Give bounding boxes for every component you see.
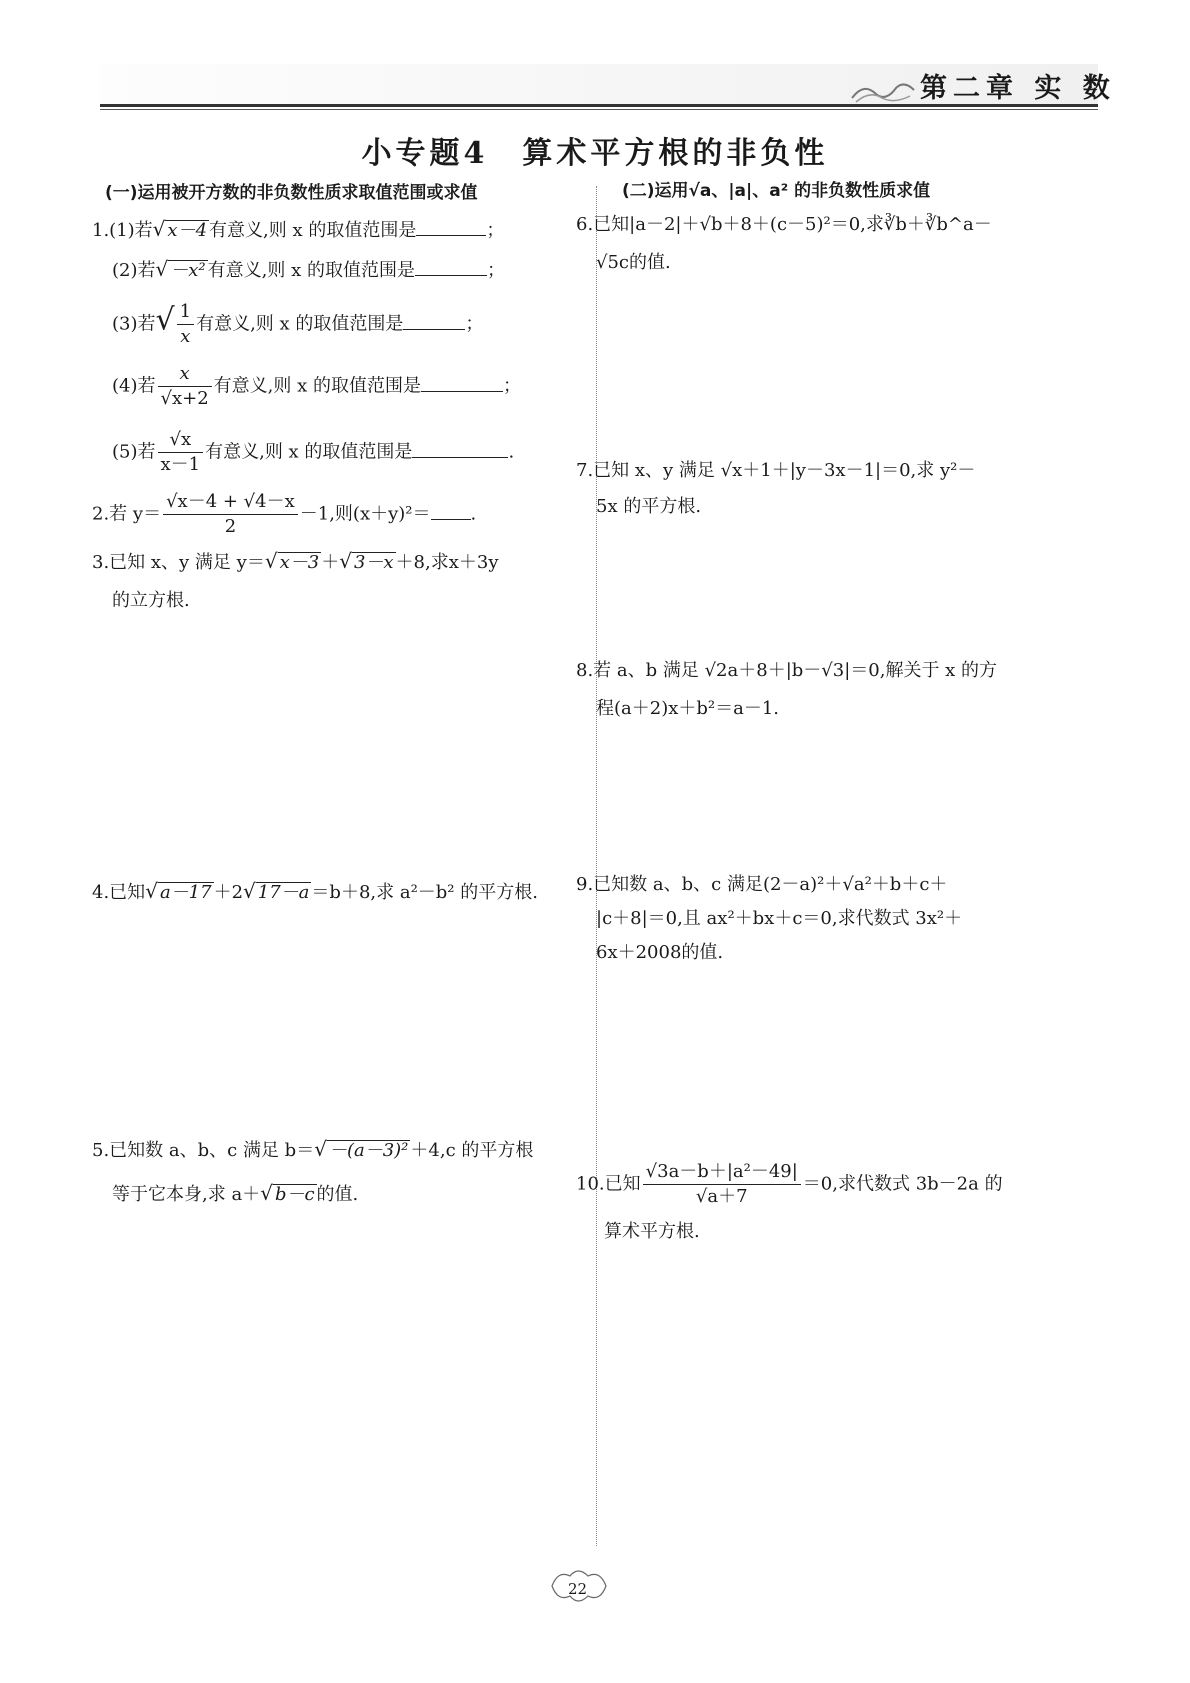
column-divider (596, 186, 597, 1546)
chapter-title: 第二章 实 数 (920, 73, 1116, 104)
answer-blank[interactable] (421, 373, 503, 392)
question-7: 7.已知 x、y 满足 √x＋1＋|y－3x－1|＝0,求 y²－ 5x 的平方根. (576, 460, 976, 517)
question-3: 3.已知 x、y 满足 y＝√ x－3 ＋√ 3－x ＋8,求x＋3y 的立方根. (92, 549, 499, 611)
header-rule (100, 104, 1098, 107)
answer-blank[interactable] (403, 311, 465, 330)
answer-blank[interactable] (431, 501, 471, 520)
question-9: 9.已知数 a、b、c 满足(2－a)²＋√a²＋b＋c＋ |c＋8|＝0,且 ax²＋bx＋c＝0,求代数式 3x²＋ 6x＋2008的值. (576, 874, 963, 963)
answer-blank[interactable] (415, 257, 487, 276)
page-number: 22 (568, 1580, 588, 1598)
header-rule-thin (100, 109, 1098, 110)
section-heading-1: (一)运用被开方数的非负数性质求取值范围或求值 (105, 183, 478, 203)
wave-decoration-icon (850, 78, 916, 104)
question-1-part-2: (2)若√ －x² 有意义,则 x 的取值范围是 ； (112, 257, 505, 281)
question-1-part-5: (5)若 $\frac{√x}{x-1}$ 有意义,则 x 的取值范围是 . (112, 429, 515, 475)
question-10: 10.已知 $\frac{\text{√3a－b＋|a²－49|}}{√a+7}$ ＝0,求代数式 3b－2a 的 算术平方根. (576, 1161, 1003, 1242)
question-1-part-1: 1.(1)若√ x－4 有意义,则 x 的取值范围是 ； (92, 217, 505, 241)
question-8: 8.若 a、b 满足 √2a＋8＋|b－√3|＝0,解关于 x 的方 程(a＋2)x＋b²＝a－1. (576, 660, 998, 719)
section-heading-2: (二)运用√a、|a|、a² 的非负数性质求值 (622, 181, 931, 201)
question-4: 4.已知√ a－17 ＋2√ 17－a ＝b＋8,求 a²－b² 的平方根. (92, 879, 538, 903)
question-2: 2.若 y＝ $\frac{√x-4 + √4-x}{2}$ －1,则(x＋y)²＝ . (92, 491, 477, 537)
question-5: 5.已知数 a、b、c 满足 b＝√ －(a－3)² ＋4,c 的平方根 等于它本身,求 a＋√ b－c 的值. (92, 1137, 534, 1205)
page-title: 小专题4 算术平方根的非负性 (361, 136, 829, 171)
question-6: 6.已知|a－2|＋√b＋8＋(c－5)²＝0,求∛b＋∛b^a－ √5c的值. (576, 214, 992, 273)
answer-blank[interactable] (416, 217, 486, 236)
answer-blank[interactable] (412, 439, 508, 458)
question-1-part-4: (4)若 $\frac{x}{√x+2}$ 有意义,则 x 的取值范围是 ； (112, 363, 521, 409)
question-1-part-3: (3)若√ $\frac{1}{x}$ 有意义,则 x 的取值范围是 ； (112, 301, 484, 347)
